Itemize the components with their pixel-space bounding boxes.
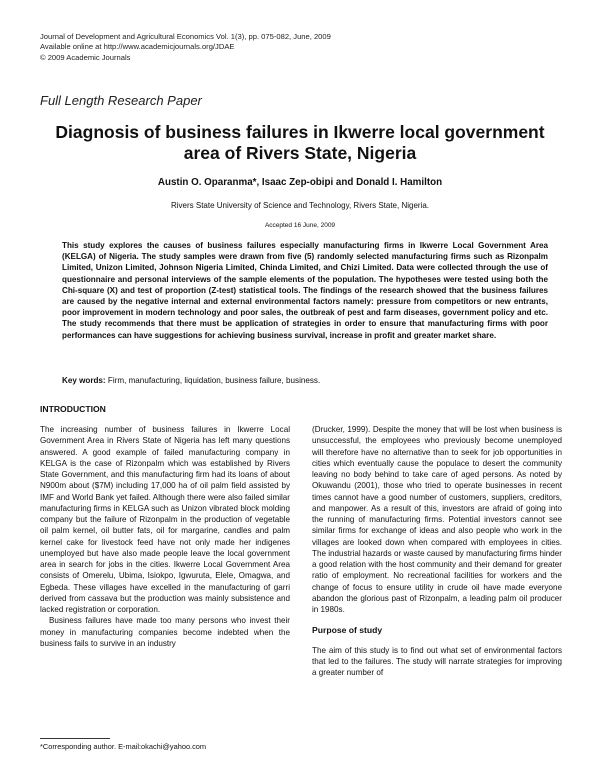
introduction-heading: INTRODUCTION xyxy=(40,404,106,414)
purpose-heading: Purpose of study xyxy=(312,625,383,636)
intro-paragraph-3: (Drucker, 1999). Despite the money that will be lost when business is unsuccessful, the employees who previously become unemployed will therefore have no alternative than to seek for job opportunities in cities which eventually cause the populace to desert the community leaving no body behind to take care of aged persons. As noted by Okuwandu (2001), those who tried to operate businesses in recent times cannot have a good number of customers, suppliers, creditors, and manpower. As a result of this, investors are afraid of going into the running of manufacturing firms. Potential investors cannot see similar firms for exchange of ideas and also people who work in the villages are looked down when compared with employees in cities. The industrial hazards or waste caused by manufacturing firms hinder a good relation with the host community and their demand for greater ratio of employment. No recreational facilities for workers and the change of focus to ensure utility in crude oil have made everyone abandon the glorious past of Rizonpalm, a leading palm oil producer in 1980s. xyxy=(312,425,562,614)
paper-type: Full Length Research Paper xyxy=(40,93,202,108)
intro-paragraph-1: The increasing number of business failures in Ikwerre Local Government Area in Rivers State of Nigeria has left many questions answered. A good example of failed manufacturing company in KELGA is the case of Rizonpalm which was established by Rivers State Government, and this manufacturing firm had its loans of about N900m about ($7M) including 17,000 ha of oil palm field assisted by IMF and World Bank yet failed. Although there were also failed similar manufacturing firms in KELGA such as Unizon vibrated block molding company but the failure of Rizonpalm in the production of vegetable oil palm kernel, oil butter fats, oil for margarine, candles and palm kernel cake for livestock feed have not only made her indigenes unemployed but have also made people leave the local government area in search for jobs in the cities. Ikwerre Local Government Area consists of Omerelu, Ubima, Isiokpo, Igwuruta, Elele, Omagwa, and Egbeda. These villages have excelled in the manufacturing of garri derived from cassava but the production was mainly subsistence and lacked registration or corporation. xyxy=(40,425,290,614)
keywords xyxy=(62,376,548,385)
author-list: Austin O. Oparanma*, Isaac Zep-obipi and Donald I. Hamilton xyxy=(157,177,443,188)
journal-copyright: © 2009 Academic Journals xyxy=(40,52,131,62)
journal-header xyxy=(40,32,560,63)
accepted-date: Accepted 16 June, 2009 xyxy=(264,222,336,229)
right-column xyxy=(312,424,562,678)
purpose-paragraph-1: The aim of this study is to find out what set of environmental factors that led to the failures. The study will narrate strategies for improving a greater number of xyxy=(312,645,562,677)
journal-citation: Journal of Development and Agricultural Economics Vol. 1(3), pp. 075-082, June, 2009 xyxy=(40,32,331,41)
abstract: This study explores the causes of business failures especially manufacturing firms in Ikwerre Local Government Area (KELGA) of Nigeria. The study samples were drawn from five (5) randomly selected manufacturing firms such as Rizonpalm Limited, Unizon Limited, Johnson Nigeria Limited, Chinda Limited, and Chizi Limited. Data were collected through the use of questionnaire and personal interviews of the sample elements of the population. The hypotheses were tested using both the Chi-square (X) and test of proportion (Z-test) statistical tools. The findings of the research showed that the business failures are caused by the negative internal and external environmental factors namely: pressure from competitors or new entrants, poor improvement in modern technology and poor sales, the outbreak of pest and farm diseases, government policy and etc. The study recommends that there must be application of strategies in order to ensure that manufacturing firms with poor performances can have suggestions for achieving business survival, increase in profit and greater market share. xyxy=(62,241,548,340)
left-column xyxy=(40,424,290,649)
journal-url: Available online at http://www.academicjournals.org/JDAE xyxy=(40,42,235,52)
intro-paragraph-2: Business failures have made too many persons who invest their money in manufacturing companies become indebted when the business fails to survive in an industry xyxy=(40,616,290,648)
paper-title: Diagnosis of business failures in Ikwerre local government area of Rivers State, Nigeria xyxy=(55,122,545,163)
footnote-rule xyxy=(40,738,110,739)
affiliation: Rivers State University of Science and Technology, Rivers State, Nigeria. xyxy=(170,201,430,210)
corresponding-author-footnote: *Corresponding author. E-mail:okachi@yahoo.com xyxy=(40,742,207,751)
keywords-text: Firm, manufacturing, liquidation, business failure, business. xyxy=(107,376,321,385)
keywords-label: Key words: xyxy=(62,376,106,385)
